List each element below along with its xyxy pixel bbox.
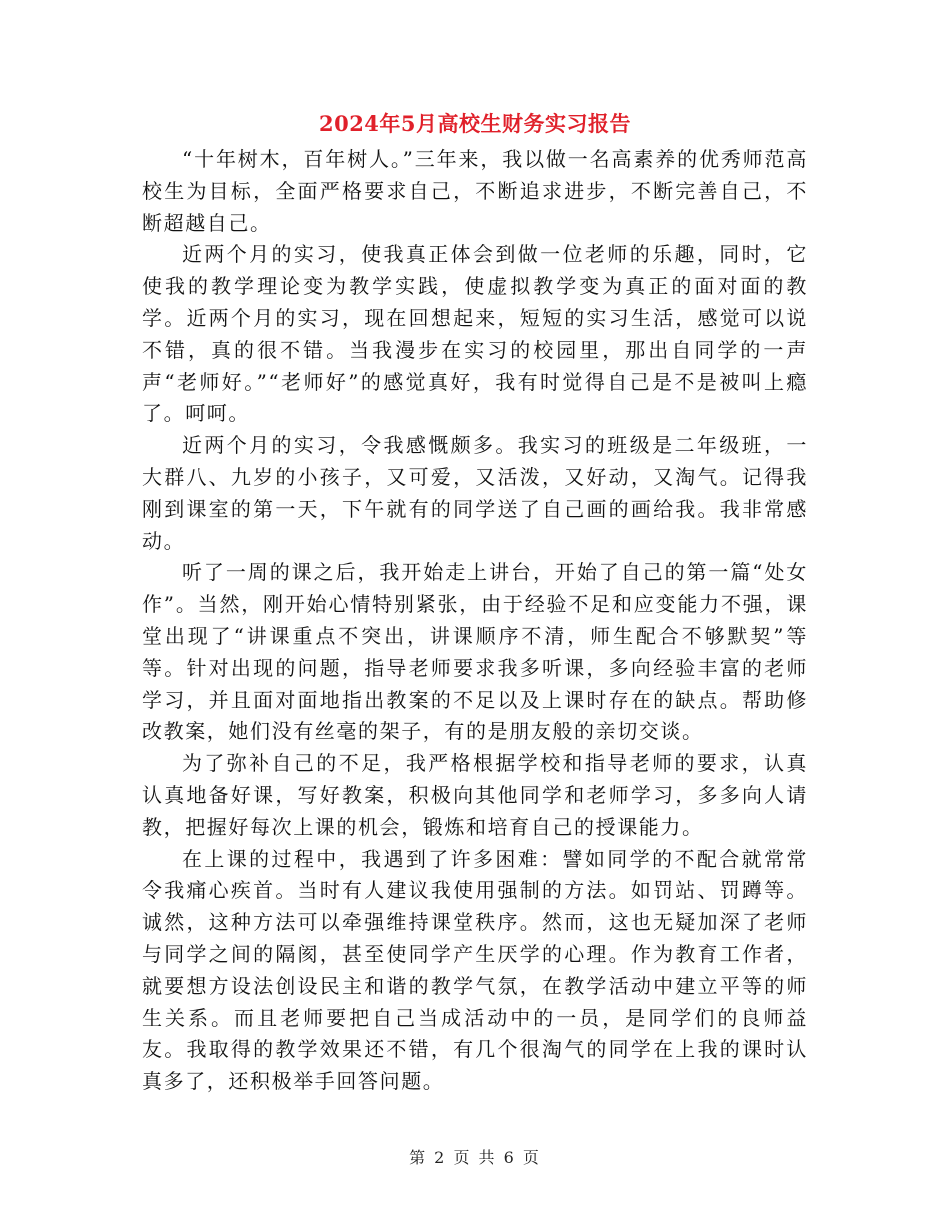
paragraph-4: 听了一周的课之后，我开始走上讲台，开始了自己的第一篇“处女作”。当然，刚开始心情特别紧张，由于经验不足和应变能力不强，课堂出现了“讲课重点不突出，讲课顺序不清，师生配合不够默契”等等。针对出现的问题，指导老师要求我多听课，多向经验丰富的老师学习，并且面对面地指出教案的不足以及上课时存在的缺点。帮助修改教案，她们没有丝毫的架子，有的是朋友般的亲切交谈。: [142, 560, 808, 744]
paragraph-1: “十年树木，百年树人。”三年来，我以做一名高素养的优秀师范高校生为目标，全面严格要求自己，不断追求进步，不断完善自己，不断超越自己。: [142, 147, 808, 235]
paragraph-6: 在上课的过程中，我遇到了许多困难：譬如同学的不配合就常常令我痛心疾首。当时有人建议我使用强制的方法。如罚站、罚蹲等。诚然，这种方法可以牵强维持课堂秩序。然而，这也无疑加深了老师与同学之间的隔阂，甚至使同学产生厌学的心理。作为教育工作者，就要想方设法创设民主和谐的教学气氛，在教学活动中建立平等的师生关系。而且老师要把自己当成活动中的一员，是同学们的良师益友。我取得的教学效果还不错，有几个很淘气的同学在上我的课时认真多了，还积极举手回答问题。: [142, 846, 808, 1094]
paragraph-2: 近两个月的实习，使我真正体会到做一位老师的乐趣，同时，它使我的教学理论变为教学实践，使虚拟教学变为真正的面对面的教学。近两个月的实习，现在回想起来，短短的实习生活，感觉可以说不错，真的很不错。当我漫步在实习的校园里，那出自同学的一声声“老师好。”“老师好”的感觉真好，我有时觉得自己是不是被叫上瘾了。呵呵。: [142, 242, 808, 426]
document-body: [142, 144, 808, 1098]
page-number-footer: 第 2 页 共 6 页: [409, 1148, 541, 1167]
paragraph-3: 近两个月的实习，令我感慨颇多。我实习的班级是二年级班，一大群八、九岁的小孩子，又可爱，又活泼，又好动，又淘气。记得我刚到课室的第一天，下午就有的同学送了自己画的画给我。我非常感动。: [142, 433, 808, 553]
paragraph-5: 为了弥补自己的不足，我严格根据学校和指导老师的要求，认真认真地备好课，写好教案，积极向其他同学和老师学习，多多向人请教，把握好每次上课的机会，锻炼和培育自己的授课能力。: [142, 751, 808, 839]
document-title: 2024年5月高校生财务实习报告: [318, 111, 632, 136]
